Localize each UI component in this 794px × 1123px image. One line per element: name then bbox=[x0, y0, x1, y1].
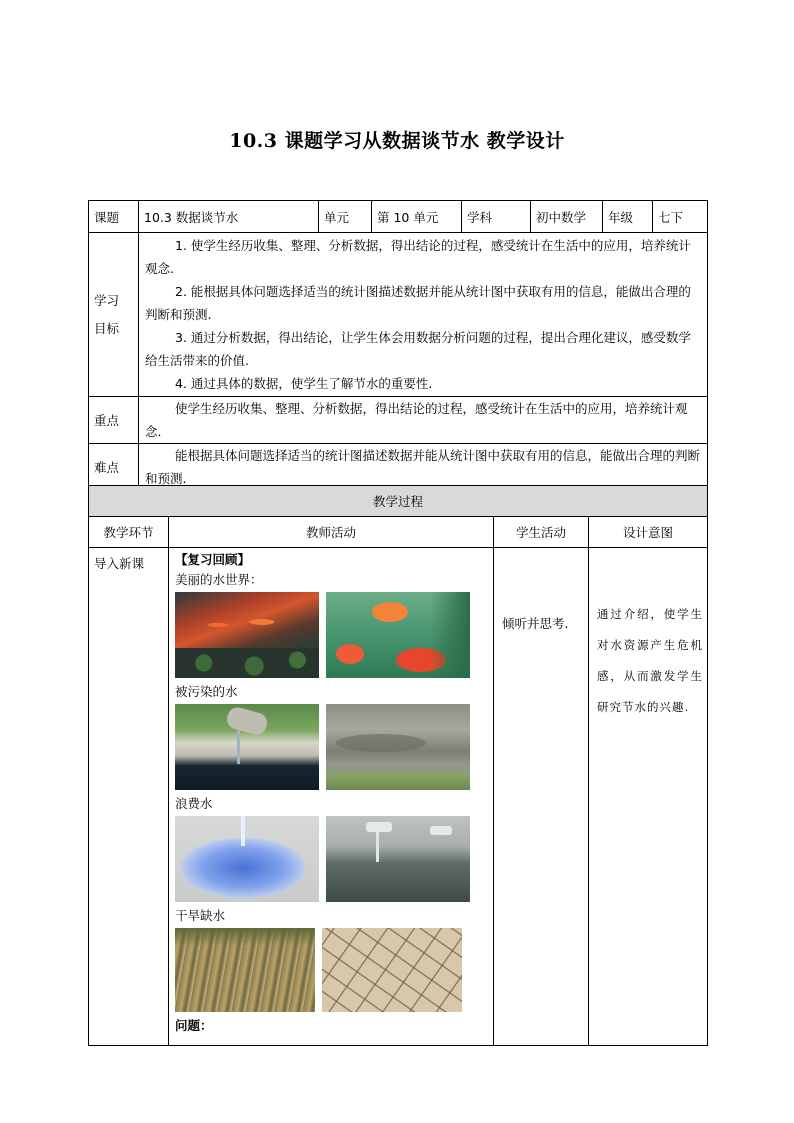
caption-polluted-water: 被污染的水 bbox=[175, 684, 238, 699]
design-intent-text: 通过介绍，使学生对水资源产生危机感，从而激发学生研究节水的兴趣. bbox=[597, 607, 704, 714]
review-heading: 【复习回顾】 bbox=[175, 552, 251, 567]
col-intent: 设计意图 bbox=[589, 517, 708, 548]
goals-label bbox=[89, 233, 139, 397]
grade-value: 七下 bbox=[653, 201, 708, 233]
overflowing-basin-image bbox=[175, 816, 319, 902]
unit-label: 单元 bbox=[319, 201, 372, 233]
key-point-label: 重点 bbox=[89, 397, 139, 444]
goal-item: 1. 使学生经历收集、整理、分析数据，得出结论的过程，感受统计在生活中的应用，培养统计观念. bbox=[145, 238, 691, 276]
difficulty-text: 能根据具体问题选择适当的统计图描述数据并能从统计图中获取有用的信息，能做出合理的判断和预测. bbox=[145, 448, 701, 486]
goals-label-line2: 目标 bbox=[94, 320, 120, 336]
goal-item: 3. 通过分析数据，得出结论，让学生体会用数据分析问题的过程，提出合理化建议，感受数学给生活带来的价值. bbox=[145, 330, 691, 368]
info-table bbox=[88, 200, 708, 491]
design-intent bbox=[589, 548, 708, 1046]
student-activity-text: 倾听并思考. bbox=[502, 616, 569, 631]
stage-cell bbox=[89, 548, 169, 1046]
grade-label: 年级 bbox=[603, 201, 653, 233]
document-title: 10.3 课题学习从数据谈节水 教学设计 bbox=[229, 130, 565, 152]
col-student: 学生活动 bbox=[494, 517, 589, 548]
polluted-water-image bbox=[326, 704, 470, 790]
goldfish-aquarium-image bbox=[326, 592, 470, 678]
goals-label-line1: 学习 bbox=[94, 292, 120, 308]
teacher-activity bbox=[169, 548, 494, 1046]
caption-wasted-water: 浪费水 bbox=[175, 796, 213, 811]
process-table bbox=[88, 485, 708, 1046]
question-label: 问题： bbox=[175, 1018, 213, 1033]
subject-value: 初中数学 bbox=[531, 201, 603, 233]
stage-label: 导入新课 bbox=[94, 556, 145, 571]
sewage-pipe-image bbox=[175, 704, 319, 790]
caption-water-world: 美丽的水世界： bbox=[175, 572, 263, 587]
col-teacher: 教师活动 bbox=[169, 517, 494, 548]
key-point-cell bbox=[139, 397, 708, 444]
topic-value: 10.3 数据谈节水 bbox=[139, 201, 319, 233]
difficulty-cell bbox=[139, 444, 708, 491]
difficulty-label: 难点 bbox=[89, 444, 139, 491]
key-point-text: 使学生经历收集、整理、分析数据，得出结论的过程，感受统计在生活中的应用，培养统计观念. bbox=[145, 401, 688, 439]
caption-drought: 干旱缺水 bbox=[175, 908, 226, 923]
goal-item: 4. 通过具体的数据，使学生了解节水的重要性. bbox=[175, 376, 433, 391]
col-stage: 教学环节 bbox=[89, 517, 169, 548]
topic-label: 课题 bbox=[89, 201, 139, 233]
process-title: 教学过程 bbox=[89, 486, 708, 517]
unit-value: 第 10 单元 bbox=[372, 201, 462, 233]
dry-rice-field-image bbox=[175, 928, 315, 1012]
goals-content bbox=[139, 233, 708, 397]
red-fish-pond-image bbox=[175, 592, 319, 678]
goal-item: 2. 能根据具体问题选择适当的统计图描述数据并能从统计图中获取有用的信息，能做出合理的判断和预测. bbox=[145, 284, 691, 322]
student-activity bbox=[494, 548, 589, 1046]
cracked-earth-image bbox=[322, 928, 462, 1012]
subject-label: 学科 bbox=[462, 201, 531, 233]
running-tap-image bbox=[326, 816, 470, 902]
